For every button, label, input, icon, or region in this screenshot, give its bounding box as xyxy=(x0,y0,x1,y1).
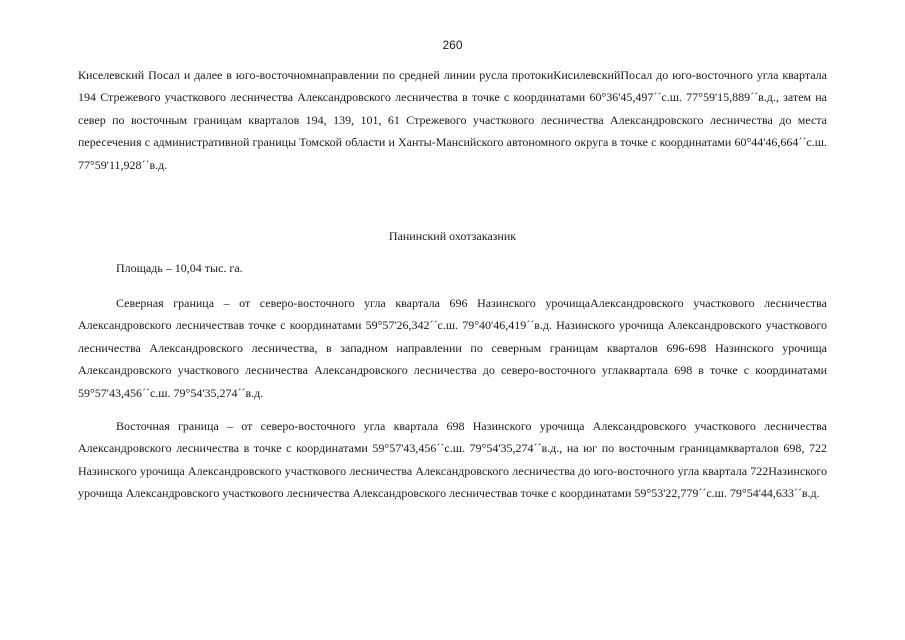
north-boundary-paragraph: Северная граница – от северо-восточного угла квартала 696 Назинского урочищаАлександровского участкового лесничества Александровского лесничествав точке с координатами 59°57'26,342´´с.ш. 79°40'46,419´´в.д. Назинского урочища Александровского участкового лесничества Александровского лесничества, в западном направлении по северным границам кварталов 696-698 Назинского урочища Александровского участкового лесничества Александровского лесничества до северо-восточного углаквартала 698 в точке с координатами 59°57'43,456´´с.ш. 79°54'35,274´´в.д. xyxy=(78,296,827,400)
intro-paragraph: Киселевский Посал и далее в юго-восточномнаправлении по средней линии русла протокиКисилевскийПосал до юго-восточного угла квартала 194 Стрежевого участкового лесничества Александровского лесничества в точке с координатами 60°36'45,497´´с.ш. 77°59'15,889´´в.д., затем на север по восточным границам кварталов 194, 139, 101, 61 Стрежевого участкового лесничества Александровского лесничества до места пересечения с административной границы Томской области и Ханты-Мансийского автономного округа в точке с координатами 60°44'46,664´´с.ш. 77°59'11,928´´в.д. xyxy=(78,68,827,172)
area-paragraph: Площадь – 10,04 тыс. га. xyxy=(116,261,243,275)
section-title: Панинский охотзаказник xyxy=(388,229,517,243)
page-number: 260 xyxy=(442,38,463,52)
east-boundary-paragraph: Восточная граница – от северо-восточного угла квартала 698 Назинского урочища Александровского участкового лесничества Александровского лесничества в точке с координатами 59°57'43,456´´с.ш. 79°54'35,274´´в.д., на юг по восточным границамкварталов 698, 722 Назинского урочища Александровского участкового лесничества Александровского лесничества до юго-восточного угла квартала 722Назинского урочища Александровского участкового лесничества Александровского лесничествав точке с координатами 59°53'22,779´´с.ш. 79°54'44,633´´в.д. xyxy=(78,419,827,501)
